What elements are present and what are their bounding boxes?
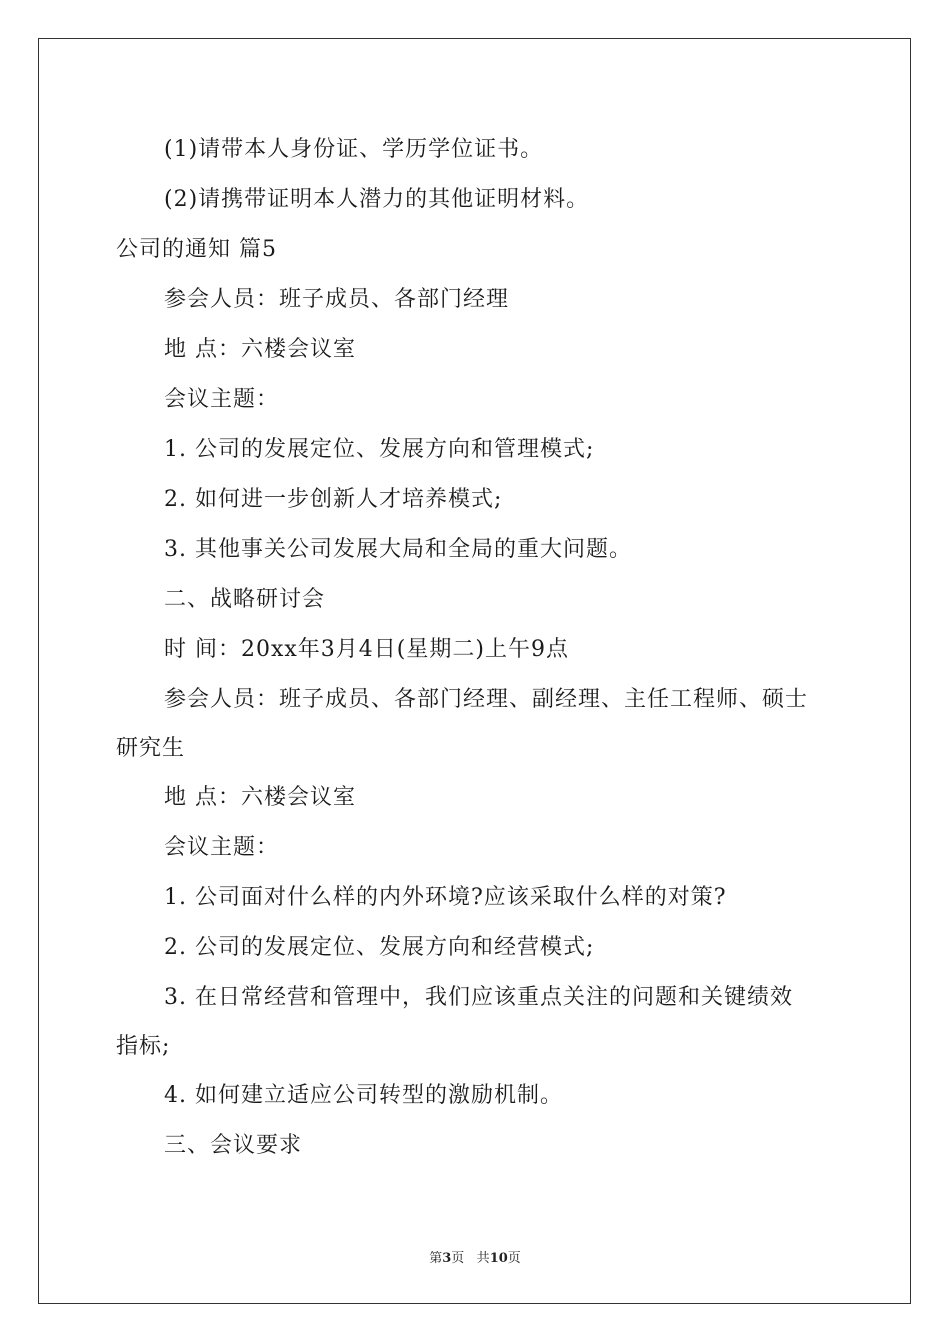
footer-page-suffix: 页 (451, 1251, 465, 1266)
list-item: 2. 如何进一步创新人才培养模式; (164, 487, 503, 512)
page-footer (0, 1247, 950, 1266)
current-page-number: 3 (442, 1251, 452, 1266)
paragraph-line: (2)请携带证明本人潜力的其他证明材料。 (164, 187, 590, 212)
list-item: 3. 在日常经营和管理中，我们应该重点关注的问题和关键绩效 (164, 985, 793, 1010)
paragraph-line: 会议主题： (164, 387, 280, 412)
subsection-heading: 二、战略研讨会 (164, 587, 326, 612)
list-item: 1. 公司的发展定位、发展方向和管理模式; (164, 437, 595, 462)
paragraph-line: 会议主题： (164, 835, 280, 860)
total-page-count: 10 (489, 1251, 508, 1266)
section-heading: 公司的通知 篇5 (116, 237, 277, 262)
list-item: 2. 公司的发展定位、发展方向和经营模式; (164, 935, 595, 960)
subsection-heading: 三、会议要求 (164, 1133, 303, 1158)
paragraph-continuation: 研究生 (116, 736, 186, 761)
footer-total-prefix: 共 (476, 1251, 490, 1266)
paragraph-line: 地 点：六楼会议室 (164, 785, 356, 810)
list-item: 1. 公司面对什么样的内外环境?应该采取什么样的对策? (164, 885, 727, 910)
paragraph-line: 参会人员：班子成员、各部门经理 (164, 287, 510, 312)
paragraph-line: 地 点：六楼会议室 (164, 337, 356, 362)
paragraph-line: 时 间：20xx年3月4日(星期二)上午9点 (164, 637, 569, 662)
paragraph-line: 参会人员：班子成员、各部门经理、副经理、主任工程师、硕士 (164, 687, 809, 712)
footer-prefix: 第 (429, 1251, 443, 1266)
list-item-continuation: 指标; (116, 1034, 171, 1059)
paragraph-line: (1)请带本人身份证、学历学位证书。 (164, 137, 544, 162)
footer-total-suffix: 页 (507, 1251, 521, 1266)
list-item: 4. 如何建立适应公司转型的激励机制。 (164, 1083, 563, 1108)
list-item: 3. 其他事关公司发展大局和全局的重大问题。 (164, 537, 632, 562)
document-body (116, 125, 836, 1171)
